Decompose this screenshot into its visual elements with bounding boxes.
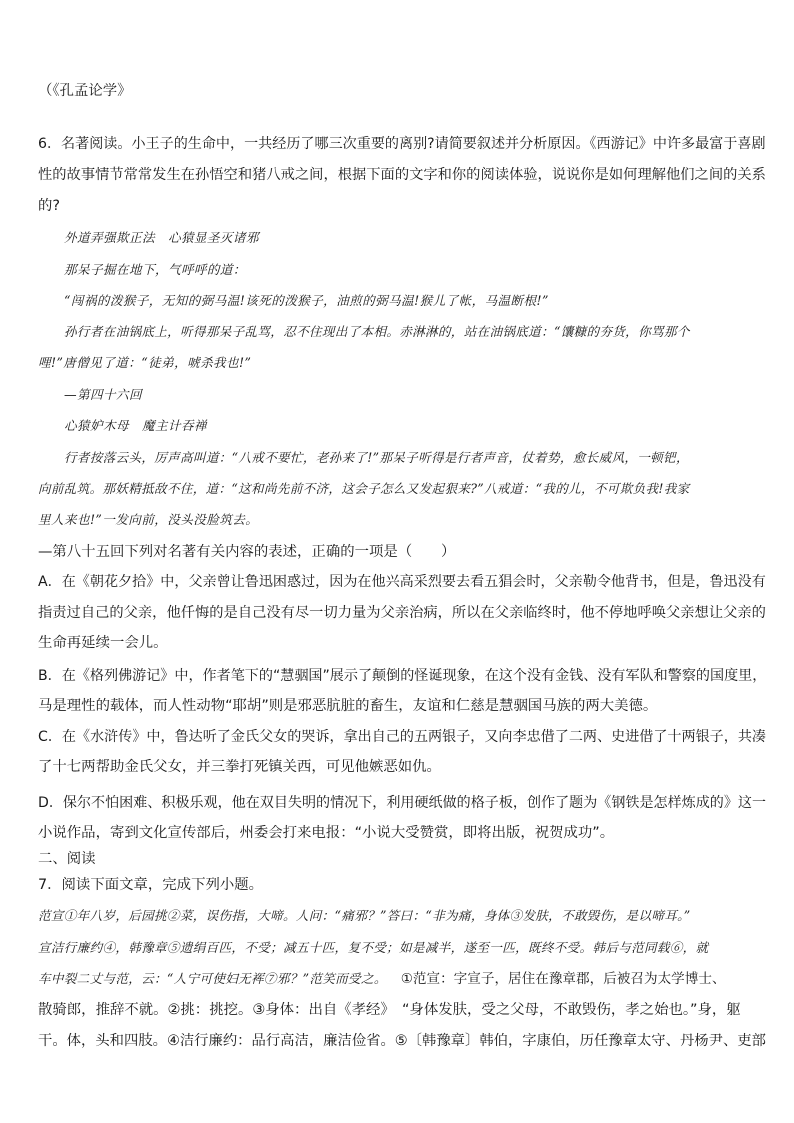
option-a-line: A．在《朝花夕拾》中，父亲曾让鲁迅困惑过，因为在他兴高采烈要去看五猖会时，父亲勒令他背书，但是，鲁迅没有 — [38, 574, 766, 590]
excerpt-line: 向前乱筑。那妖精抵敌不住，道：“这和尚先前不济，这会子怎么又发起狠来?”八戒道：“我的儿，不可欺负我!我家 — [38, 481, 690, 496]
option-d-line: 小说作品，寄到文化宣传部后，州委会打来电报：“小说大受赞赏，即将出版，祝贺成功”。 — [38, 825, 615, 841]
excerpt-line: 孙行者在油锅底上，听得那呆子乱骂，忍不住现出了本相。赤淋淋的，站在油锅底道：“馕糠的夯货，你骂那个 — [64, 324, 690, 339]
passage-line-with-note — [38, 970, 726, 988]
source-citation: （《孔孟论学》 — [38, 83, 132, 99]
option-c-line: C．在《水浒传》中，鲁达听了金氏父女的哭诉，拿出自己的五两银子，又向李忠借了二两、史进借了十两银子，共凑 — [38, 729, 766, 745]
excerpt-chapter-title: 外道弄强欺正法 心猿显圣灭诸邪 — [64, 230, 259, 245]
annotation-line: 干。体，头和四肢。④洁行廉约：品行高洁，廉洁俭省。⑤〔韩豫章〕韩伯，字康伯，历任豫章太守、丹杨尹、吏部 — [38, 1033, 766, 1049]
excerpt-line: 哩!”唐僧见了道：“徒弟，唬杀我也!” — [38, 355, 252, 370]
option-a-line: 指责过自己的父亲，他仟悔的是自己没有尽一切力量为父亲治病，所以在父亲临终时，他不停地呼唤父亲想让父亲的 — [38, 605, 766, 621]
excerpt-chapter-ref: —第四十六回 — [64, 387, 142, 402]
question-6-line: 性的故事情节常常发生在孙悟空和猪八戒之间，根据下面的文字和你的阅读体验，说说你是如何理解他们之间的关系 — [38, 167, 766, 183]
question-6-line: 6．名著阅读。小王子的生命中，一共经历了哪三次重要的离别?请简要叙述并分析原因。《西游记》中许多最富于喜剧 — [38, 136, 766, 152]
option-c-line: 了十七两帮助金氏父女，并三拳打死镇关西，可见他嫉恶如仇。 — [38, 759, 441, 775]
option-b-line: 马是理性的载体，而人性动物“耶胡”则是邪恶肮脏的畜生，友谊和仁慈是慧骃国马族的两大美德。 — [38, 698, 658, 714]
question-stem: —第八十五回下列对名著有关内容的表述，正确的一项是（ ） — [38, 544, 456, 560]
option-b-line: B．在《格列佛游记》中，作者笔下的“慧骃国”展示了颠倒的怪诞现象，在这个没有金钱、没有军队和警察的国度里， — [38, 668, 767, 684]
option-d-line: D．保尔不怕困难、积极乐观，他在双目失明的情况下，利用硬纸做的格子板，创作了题为《钢铁是怎样炼成的》这一 — [38, 795, 767, 811]
excerpt-line: “闯祸的泼猴子，无知的弼马温!该死的泼猴子，油煎的弼马温!猴儿了帐，马温断根!” — [64, 293, 549, 308]
section-heading: 二、阅读 — [38, 851, 96, 867]
question-6-line: 的? — [38, 198, 61, 214]
question-7-prompt: 7．阅读下面文章，完成下列小题。 — [38, 877, 264, 893]
excerpt-line: 那呆子掘在地下，气呼呼的道： — [64, 262, 246, 277]
passage-line: 车中裂二丈与范，云：“人宁可使妇无裈⑦邪？”范笑而受之。 — [38, 971, 387, 986]
annotation-start: ①范宣：字宣子，居住在豫章郡，后被召为太学博士、 — [400, 971, 726, 987]
option-a-line: 生命再延续一会儿。 — [38, 635, 168, 651]
excerpt-line: 里人来也!”一发向前，没头没脸筑去。 — [38, 512, 259, 527]
annotation-line: 散骑郎，推辞不就。②挑：挑挖。③身体：出自《孝经》 “身体发肤，受之父母，不敢毁伤，孝之始也。”身，躯 — [38, 1002, 741, 1018]
excerpt-line: 行者按落云头，厉声高叫道：“八戒不要忙，老孙来了!”那呆子听得是行者声音，仗着势，愈长威风，一顿钯， — [64, 450, 689, 465]
passage-line: 宣洁行廉约④，韩豫章⑤遗绢百匹，不受；减五十匹，复不受；如是减半，遂至一匹，既终不受。韩后与范同载⑥，就 — [38, 940, 709, 955]
passage-line: 范宣①年八岁，后园挑②菜，误伤指，大啼。人问：“痛邪？”答曰：“非为痛，身体③发肤，不敢毁伤，是以啼耳。” — [38, 908, 691, 923]
excerpt-chapter-title: 心猿妒木母 魔主计吞禅 — [64, 418, 207, 433]
